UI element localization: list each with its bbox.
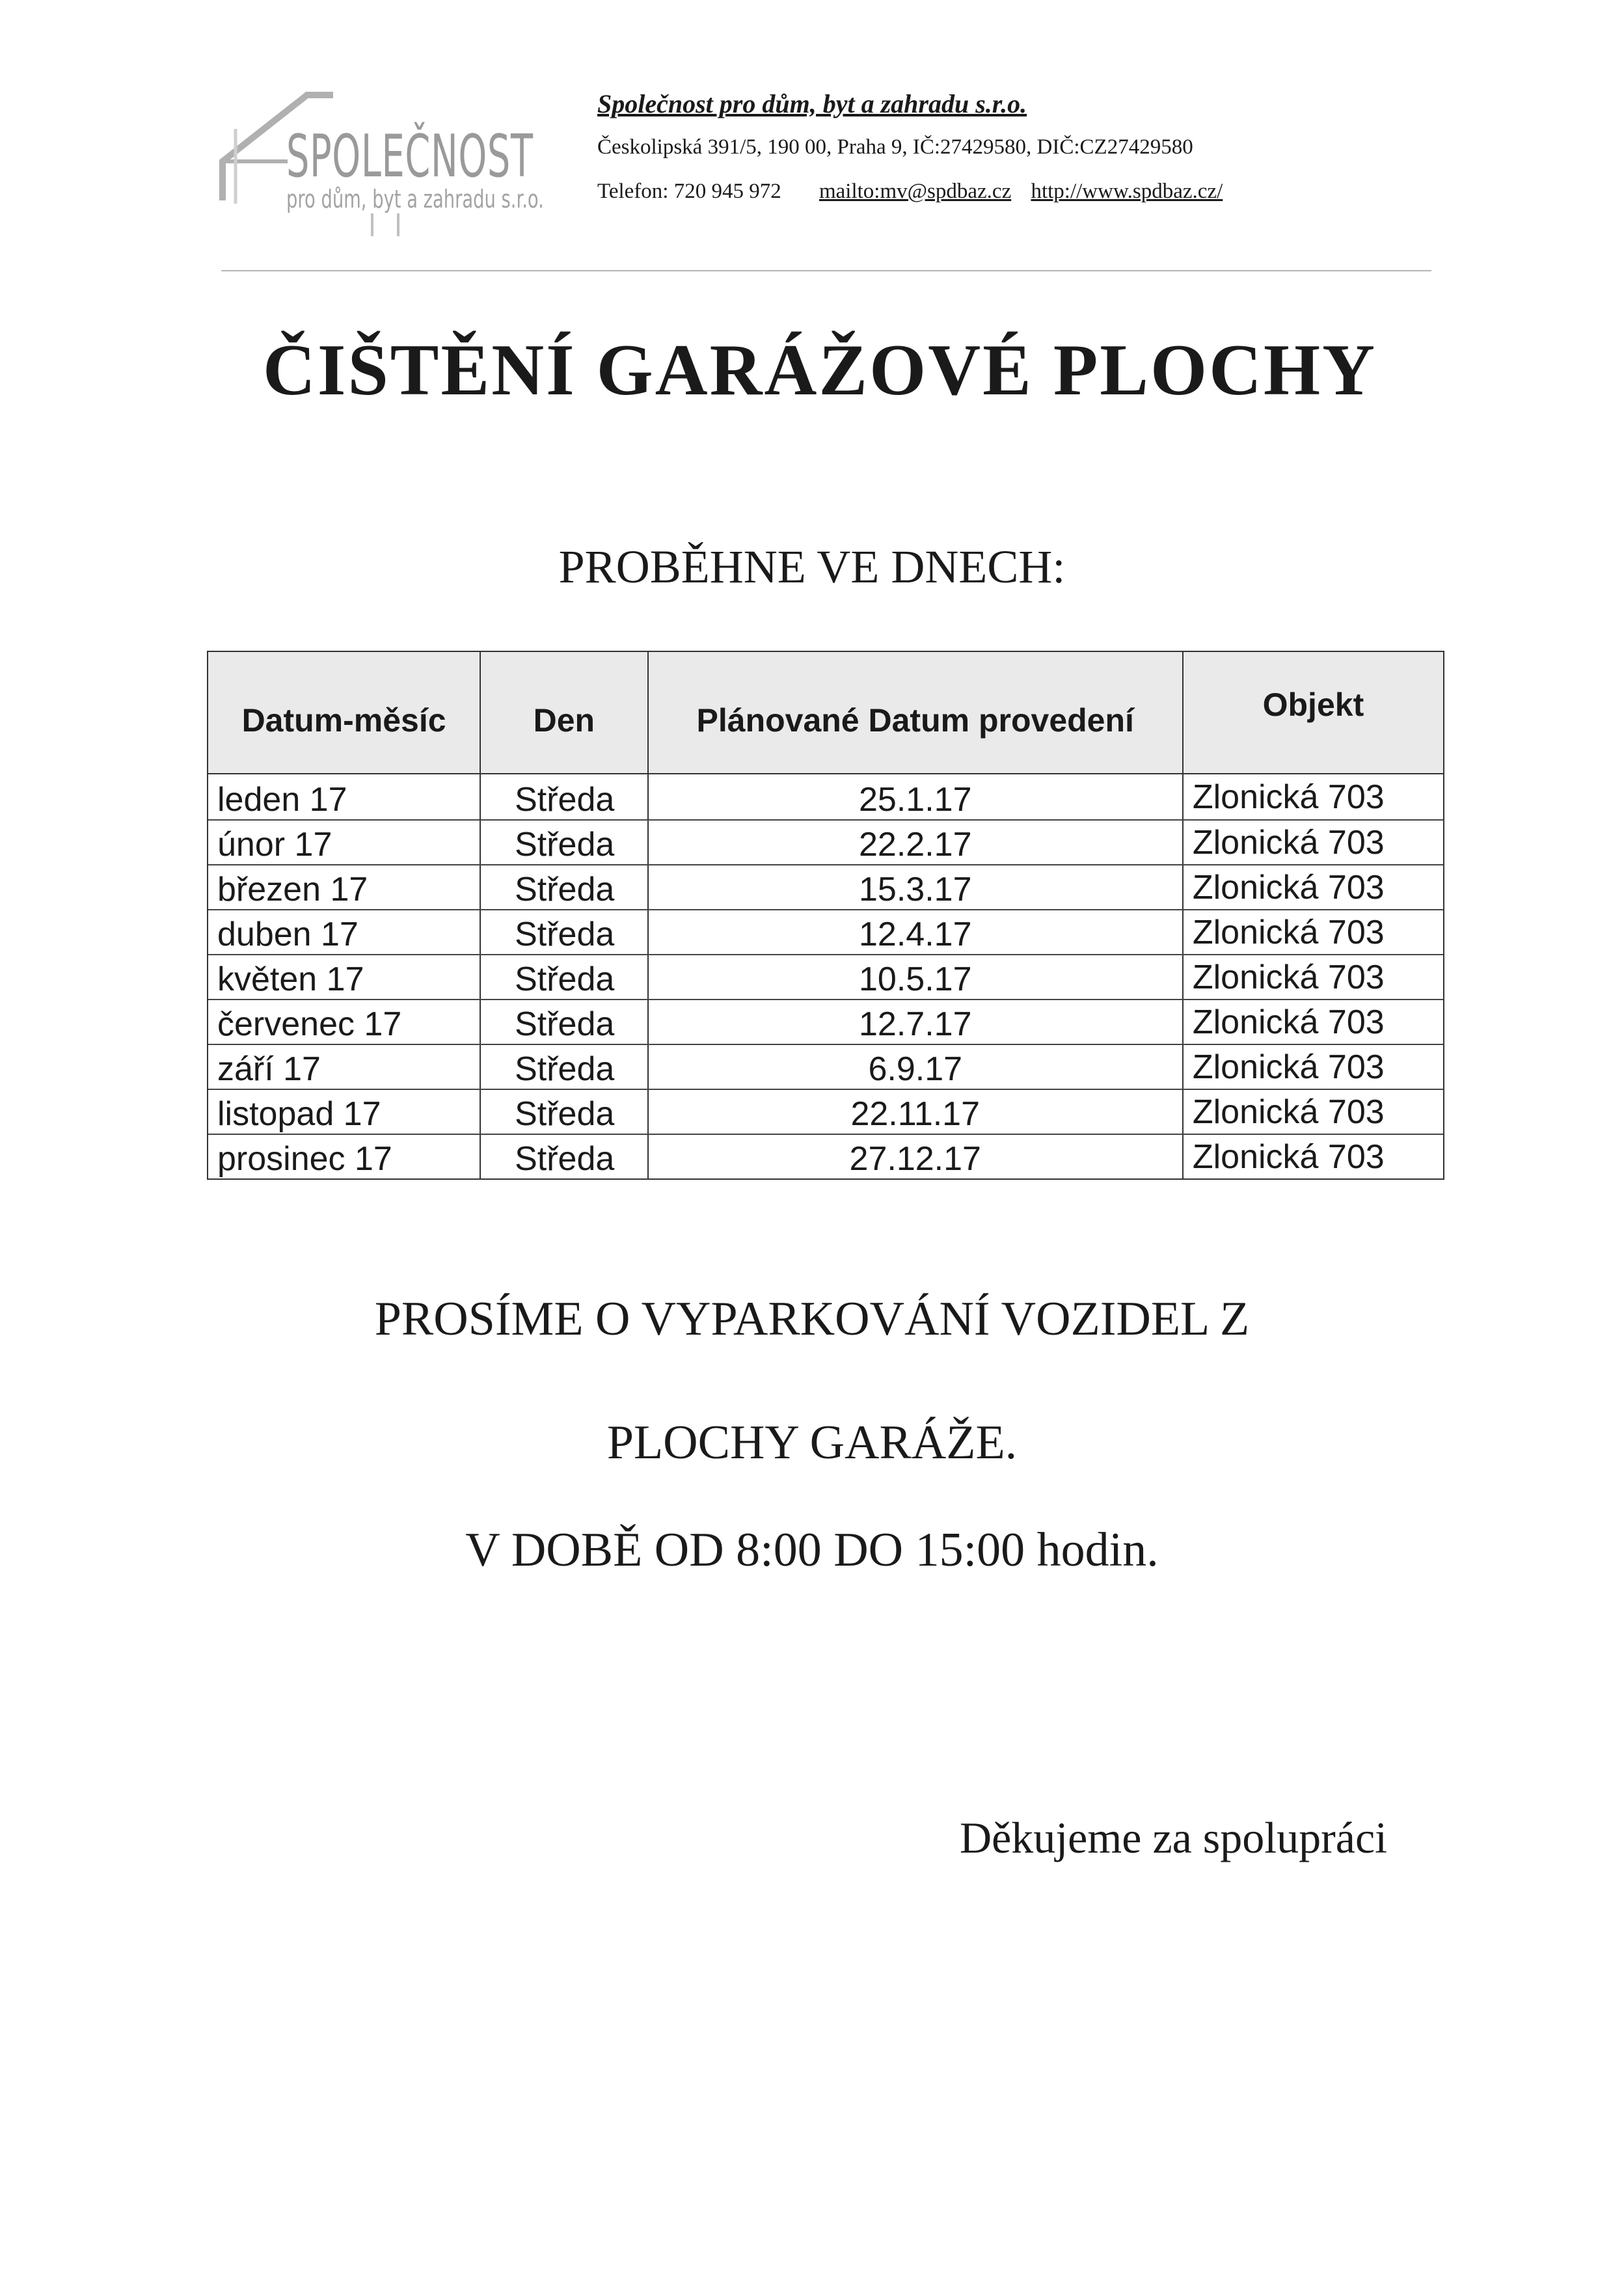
- table-row: [208, 1089, 1443, 1134]
- table-row: [208, 774, 1443, 819]
- table-row: [208, 909, 1443, 954]
- cell-planned-date: 12.7.17: [649, 1000, 1184, 1044]
- website-link[interactable]: http://www.spdbaz.cz/: [1031, 180, 1223, 203]
- table-header-row: [207, 651, 1444, 774]
- column-header-object: Objekt: [1262, 687, 1364, 723]
- email-link[interactable]: mailto:mv@spdbaz.cz: [819, 180, 1012, 203]
- column-header-month: Datum-měsíc: [208, 652, 481, 773]
- cell-object: Zlonická 703: [1192, 958, 1385, 996]
- column-header-day: Den: [481, 652, 648, 773]
- logo-tagline: pro dům, byt a zahradu s.r.o.: [286, 185, 544, 213]
- company-logo: [210, 90, 544, 239]
- cell-planned-date: 27.12.17: [649, 1135, 1184, 1178]
- cell-month: září 17: [208, 1045, 481, 1089]
- notice-line-1: PROSÍME O VYPARKOVÁNÍ VOZIDEL Z: [374, 1292, 1250, 1346]
- table-row: [208, 1044, 1443, 1089]
- page-subtitle: PROBĚHNE VE DNECH:: [558, 541, 1066, 593]
- cell-day: Středa: [481, 955, 649, 999]
- phone-number: Telefon: 720 945 972: [597, 180, 781, 203]
- cell-day: Středa: [481, 910, 649, 954]
- cell-object: Zlonická 703: [1192, 1048, 1385, 1086]
- cell-month: červenec 17: [208, 1000, 481, 1044]
- company-name: Společnost pro dům, byt a zahradu s.r.o.: [597, 89, 1027, 118]
- cell-day: Středa: [481, 1135, 649, 1178]
- table-body: [207, 774, 1444, 1180]
- cell-object: Zlonická 703: [1192, 778, 1385, 816]
- cell-month: březen 17: [208, 865, 481, 909]
- cell-month: květen 17: [208, 955, 481, 999]
- cell-planned-date: 25.1.17: [649, 774, 1184, 819]
- closing-thanks: Děkujeme za spolupráci: [960, 1813, 1388, 1862]
- table-row: [208, 864, 1443, 909]
- cell-object: Zlonická 703: [1192, 1137, 1385, 1176]
- cell-day: Středa: [481, 774, 649, 819]
- cell-object: Zlonická 703: [1192, 868, 1385, 906]
- cell-month: listopad 17: [208, 1090, 481, 1134]
- cell-planned-date: 22.2.17: [649, 821, 1184, 864]
- cell-planned-date: 6.9.17: [649, 1045, 1184, 1089]
- page-title: ČIŠTĚNÍ GARÁŽOVÉ PLOCHY: [263, 330, 1377, 411]
- cell-day: Středa: [481, 865, 649, 909]
- cell-object: Zlonická 703: [1192, 1003, 1385, 1041]
- cleaning-schedule-table: [207, 651, 1444, 1180]
- table-row: [208, 954, 1443, 999]
- company-address: Českolipská 391/5, 190 00, Praha 9, IČ:27429580, DIČ:CZ27429580: [597, 135, 1193, 159]
- table-row: [208, 819, 1443, 864]
- cell-object: Zlonická 703: [1192, 913, 1385, 951]
- contact-line: [597, 180, 1237, 204]
- notice-line-3: V DOBĚ OD 8:00 DO 15:00 hodin.: [465, 1523, 1159, 1577]
- cell-day: Středa: [481, 1090, 649, 1134]
- cell-planned-date: 15.3.17: [649, 865, 1184, 909]
- cell-day: Středa: [481, 821, 649, 864]
- cell-month: leden 17: [208, 774, 481, 819]
- table-row: [208, 1134, 1443, 1178]
- cell-object: Zlonická 703: [1192, 1093, 1385, 1131]
- cell-day: Středa: [481, 1000, 649, 1044]
- cell-planned-date: 22.11.17: [649, 1090, 1184, 1134]
- header-divider: [221, 270, 1431, 271]
- cell-object: Zlonická 703: [1192, 823, 1385, 862]
- notice-line-2: PLOCHY GARÁŽE.: [606, 1416, 1018, 1469]
- cell-day: Středa: [481, 1045, 649, 1089]
- cell-planned-date: 12.4.17: [649, 910, 1184, 954]
- logo-wordmark: SPOLEČNOST: [286, 122, 534, 191]
- cell-month: prosinec 17: [208, 1135, 481, 1178]
- cell-month: duben 17: [208, 910, 481, 954]
- cell-month: únor 17: [208, 821, 481, 864]
- column-header-planned-date: Plánované Datum provedení: [649, 652, 1184, 773]
- table-row: [208, 999, 1443, 1044]
- cell-planned-date: 10.5.17: [649, 955, 1184, 999]
